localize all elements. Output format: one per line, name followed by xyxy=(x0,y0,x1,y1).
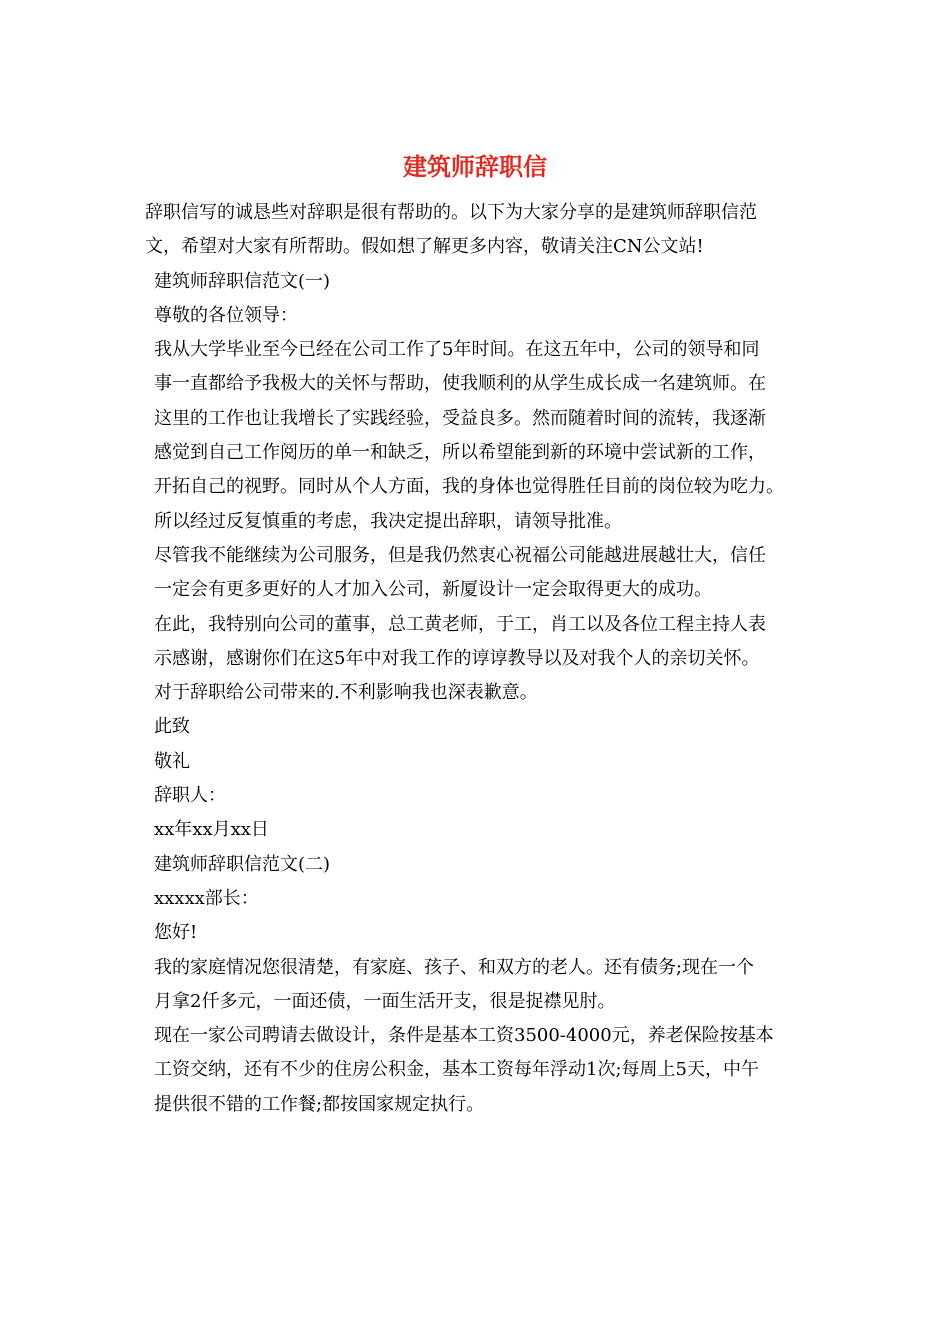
paragraph xyxy=(145,196,813,265)
text-line: 示感谢，感谢你们在这5年中对我工作的谆谆教导以及对我个人的亲切关怀。 xyxy=(154,647,760,669)
text-line: 尊敬的各位领导： xyxy=(154,304,298,326)
text-line: 文，希望对大家有所帮助。假如想了解更多内容，敬请关注CN公文站! xyxy=(145,236,704,258)
text-line: 开拓自己的视野。同时从个人方面，我的身体也觉得胜任目前的岗位较为吃力。 xyxy=(154,476,784,498)
text-line: 提供很不错的工作餐;都按国家规定执行。 xyxy=(154,1093,485,1115)
paragraph xyxy=(145,951,813,1020)
text-line: 尽管我不能继续为公司服务，但是我仍然衷心祝福公司能越进展越壮大，信任 xyxy=(154,544,766,566)
paragraph xyxy=(145,539,813,608)
paragraph xyxy=(145,848,813,882)
text-line: 我的家庭情况您很清楚，有家庭、孩子、和双方的老人。还有债务;现在一个 xyxy=(154,956,755,978)
text-line: 感觉到自己工作阅历的单一和缺乏，所以希望能到新的环境中尝试新的工作， xyxy=(154,442,766,464)
text-line: 您好! xyxy=(154,922,198,944)
text-line: 工资交纳，还有不少的住房公积金，基本工资每年浮动1次;每周上5天，中午 xyxy=(154,1059,759,1081)
document-title: 建筑师辞职信 xyxy=(403,153,547,181)
text-line: 事一直都给予我极大的关怀与帮助，使我顺利的从学生成长成一名建筑师。在 xyxy=(154,373,766,395)
text-line: 对于辞职给公司带来的.不利影响我也深表歉意。 xyxy=(154,682,538,704)
paragraph xyxy=(145,1019,813,1122)
text-line: 建筑师辞职信范文(二) xyxy=(154,853,331,875)
paragraph xyxy=(145,882,813,916)
paragraph xyxy=(145,779,813,813)
text-line: 辞职信写的诚恳些对辞职是很有帮助的。以下为大家分享的是建筑师辞职信范 xyxy=(145,202,757,223)
text-line: 敬礼 xyxy=(154,750,190,772)
paragraph xyxy=(145,916,813,950)
paragraph xyxy=(145,745,813,779)
paragraph xyxy=(145,813,813,847)
text-line: 我从大学毕业至今已经在公司工作了5年时间。在这五年中，公司的领导和同 xyxy=(154,339,760,361)
text-line: 所以经过反复慎重的考虑，我决定提出辞职，请领导批准。 xyxy=(154,510,622,532)
paragraph xyxy=(145,333,813,539)
text-line: 一定会有更多更好的人才加入公司，新厦设计一定会取得更大的成功。 xyxy=(154,579,712,601)
text-line: 建筑师辞职信范文(一) xyxy=(154,270,331,292)
text-line: xxxxx部长： xyxy=(154,887,259,909)
text-line: 这里的工作也让我增长了实践经验，受益良多。然而随着时间的流转，我逐渐 xyxy=(154,407,766,429)
paragraph xyxy=(145,299,813,333)
paragraph xyxy=(145,608,813,711)
paragraph xyxy=(145,710,813,744)
text-line: 现在一家公司聘请去做设计，条件是基本工资3500-4000元，养老保险按基本 xyxy=(154,1025,774,1047)
text-line: 月拿2仟多元，一面还债，一面生活开支，很是捉襟见肘。 xyxy=(154,990,616,1012)
document-body xyxy=(145,196,813,1122)
text-line: 此致 xyxy=(154,716,190,738)
text-line: 在此，我特别向公司的董事，总工黄老师，于工，肖工以及各位工程主持人表 xyxy=(154,613,766,635)
paragraph xyxy=(145,265,813,299)
text-line: 辞职人： xyxy=(154,785,226,807)
text-line: xx年xx月xx日 xyxy=(154,819,269,841)
